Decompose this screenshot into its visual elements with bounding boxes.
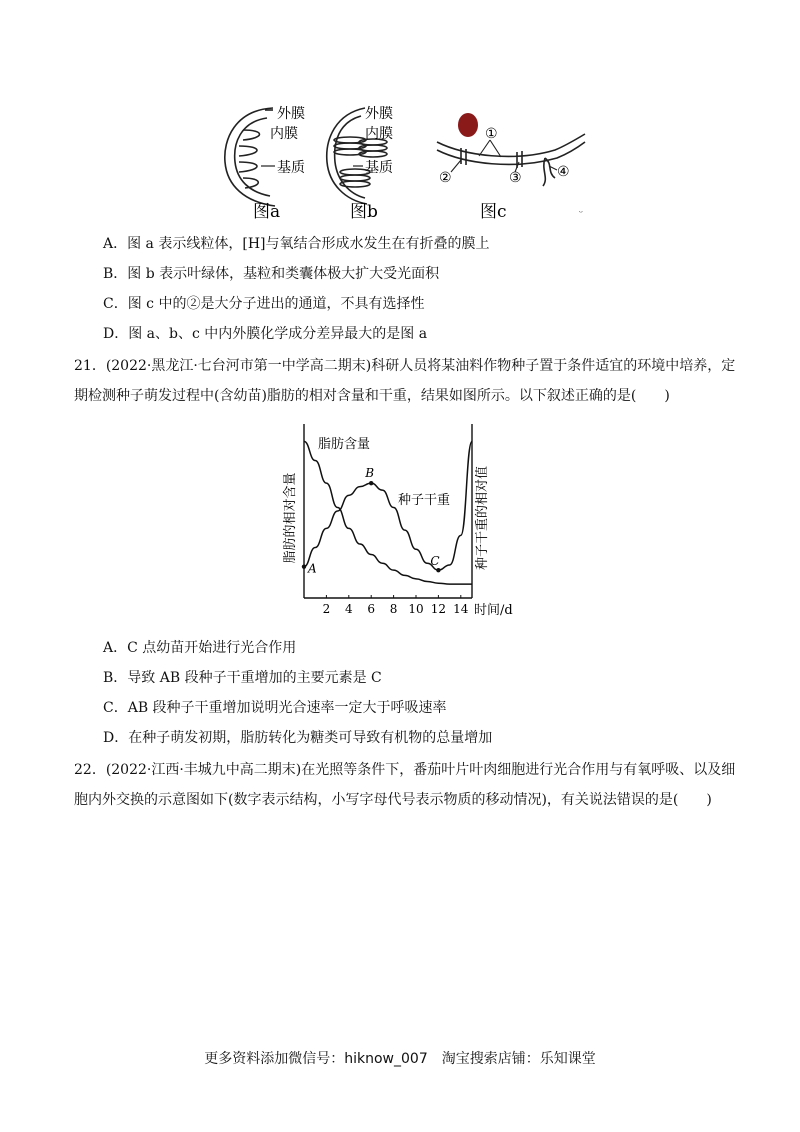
q21-option-a: A．C 点幼苗开始进行光合作用: [103, 640, 297, 656]
fig-c-num-2: ②: [439, 170, 452, 186]
point-b-label: B: [365, 466, 375, 481]
q22-stem-line1: 22．(2022·江西·丰城九中高二期末)在光照等条件下，番茄叶片叶肉细胞进行光合作用与有氧呼吸、以及细: [74, 762, 736, 778]
q20-option-b: B．图 b 表示叶绿体，基粒和类囊体极大扩大受光面积: [103, 266, 440, 282]
fat-content-line: [304, 441, 472, 584]
fig-c-num-4: ④: [557, 164, 570, 180]
q22-stem-line2: 胞内外交换的示意图如下(数字表示结构，小写字母代号表示物质的移动情况)，有关说法错误的是( ): [74, 792, 712, 808]
x-tick-label: 14: [453, 602, 469, 616]
fig-b-label-matrix: 基质: [365, 160, 393, 176]
fig-a-label-matrix: 基质: [277, 160, 305, 176]
fig-b-label-inner: 内膜: [365, 126, 393, 142]
q21-option-d: D．在种子萌发初期，脂肪转化为糖类可导致有机物的总量增加: [103, 730, 493, 746]
fig-c-num-3: ③: [509, 170, 522, 186]
figure-b: [327, 108, 387, 204]
point-a-label: A: [308, 561, 317, 576]
x-tick-label: 4: [344, 602, 353, 616]
point-b-dot: [369, 481, 373, 485]
fig-b-label-outer: 外膜: [365, 106, 393, 122]
fig-a-label-outer: 外膜: [277, 106, 305, 122]
q20-option-a: A．图 a 表示线粒体，[H]与氧结合形成水发生在有折叠的膜上: [103, 236, 490, 252]
figure-a: [225, 108, 275, 206]
x-tick-label: 2: [322, 602, 331, 616]
q20-option-c: C．图 c 中的②是大分子进出的通道，不具有选择性: [103, 296, 425, 312]
fig-b-caption: 图b: [350, 202, 378, 222]
fig-c-num-1: ①: [485, 126, 498, 142]
x-tick-label: 6: [367, 602, 376, 616]
organelle-figures: [215, 100, 595, 222]
q21-stem-line2: 期检测种子萌发过程中(含幼苗)脂肪的相对含量和干重，结果如图所示。以下叙述正确的是( ): [74, 388, 670, 404]
point-c-label: C: [430, 554, 440, 569]
fig-a-label-inner: 内膜: [270, 126, 298, 142]
fig-a-caption: 图a: [253, 202, 281, 222]
x-tick-label: 12: [430, 602, 447, 616]
nucleolus-blob: [458, 113, 478, 137]
chart-ylabel-left: 脂肪的相对含量: [283, 472, 298, 564]
stray-mark: ᵕ: [579, 208, 583, 219]
point-a-dot: [302, 564, 306, 568]
fig-c-caption: 图c: [480, 202, 507, 222]
fat-dryweight-chart: [280, 418, 520, 618]
chart-xlabel: 时间/d: [474, 603, 513, 618]
q21-option-b: B．导致 AB 段种子干重增加的主要元素是 C: [103, 670, 382, 686]
chart-series-label-fat: 脂肪含量: [318, 437, 371, 452]
page-footer: 更多资料添加微信号：hiknow_007 淘宝搜索店铺：乐知课堂: [204, 1051, 596, 1067]
x-tick-label: 8: [389, 602, 398, 616]
q21-option-c: C．AB 段种子干重增加说明光合速率一定大于呼吸速率: [103, 700, 447, 716]
q21-stem-line1: 21．(2022·黑龙江·七台河市第一中学高二期末)科研人员将某油料作物种子置于条件适宜的环境中培养，定: [74, 358, 736, 374]
q20-option-d: D．图 a、b、c 中内外膜化学成分差异最大的是图 a: [103, 326, 428, 342]
chart-series-label-dryweight: 种子干重: [398, 493, 451, 508]
x-tick-label: 10: [408, 602, 424, 616]
chart-ylabel-right: 种子干重的相对值: [475, 465, 490, 571]
point-c-dot: [436, 568, 440, 572]
